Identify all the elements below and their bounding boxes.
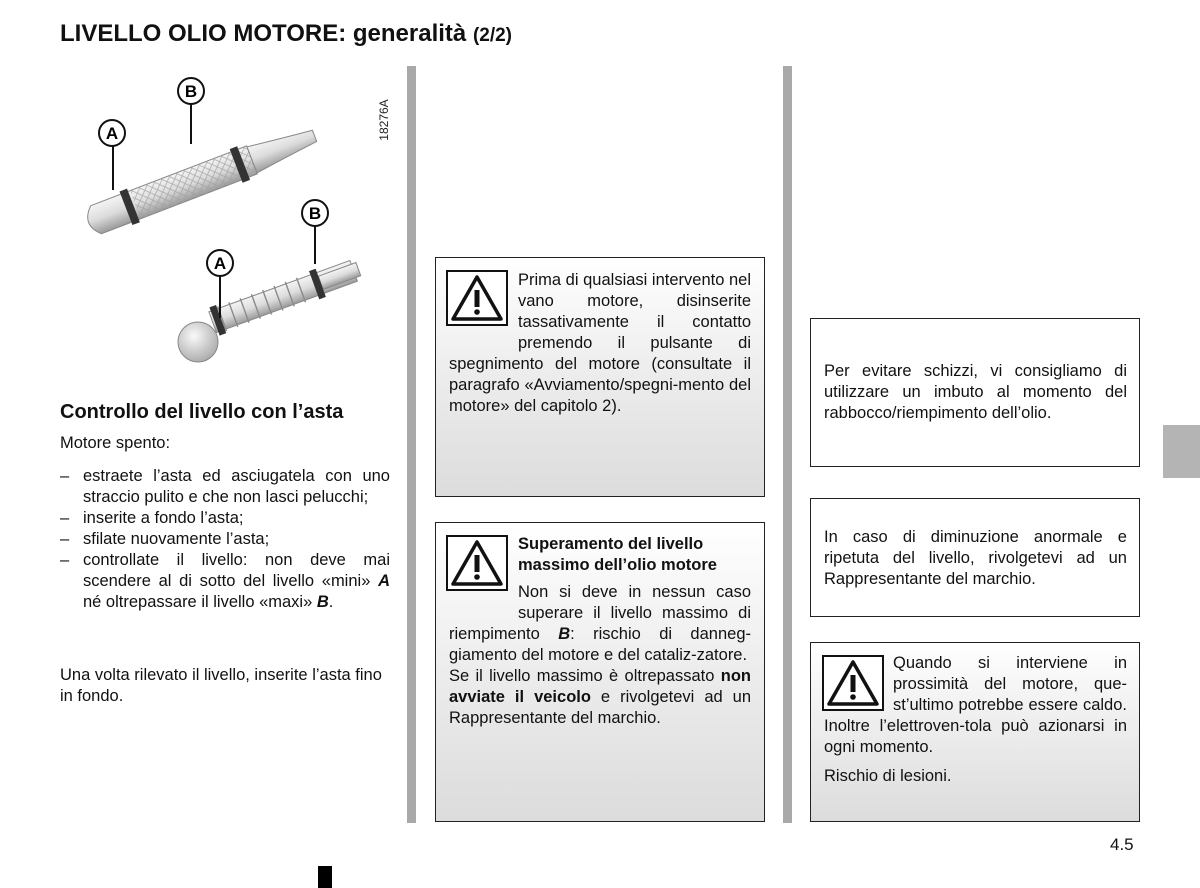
warning-box-hot-engine: [810, 642, 1140, 822]
warning-text: Rischio di lesioni.: [824, 767, 952, 785]
dipstick-illustration: [60, 66, 390, 376]
info-text: In caso di diminuzione anormale e ripetuta del livello, rivolgetevi ad un Rappresentante del marchio.: [824, 528, 1127, 588]
warning-heading: Superamento del livello massimo dell’olio motore: [518, 535, 717, 574]
warning-box-overfill: [435, 522, 765, 822]
callout-b-bottom: B: [308, 204, 322, 223]
callout-b-top: B: [184, 82, 198, 101]
warning-text: Non si deve in nessun caso superare il livello massimo di riempimento B: rischio di danneg-giamento del motore e del cataliz-zatore.: [449, 583, 751, 664]
list-item: – sfilate nuovamente l’asta;: [60, 529, 390, 550]
callout-a-top: A: [105, 124, 119, 143]
page-title-suffix: (2/2): [472, 25, 513, 46]
info-box-funnel: [810, 318, 1140, 467]
warning-box-ignition: [435, 257, 765, 497]
footer-marker: [318, 866, 332, 888]
warning-text: Se il livello massimo è oltrepassato non avviate il veicolo e rivolgetevi ad un Rappresentante del marchio.: [449, 667, 752, 727]
list-item: – estraete l’asta ed asciugatela con uno straccio pulito e che non lasci pelucchi;: [60, 466, 390, 508]
warning-text: Prima di qualsiasi intervento nel vano motore, disinserite tassativamente il contatto premendo il pulsante di spegnimento del motore (consultate il paragrafo «Avviamento/spegni-mento del motore» del capitolo 2).: [449, 271, 751, 415]
steps-list: [60, 466, 390, 613]
chapter-tab: [1163, 425, 1200, 478]
info-text: Per evitare schizzi, vi consigliamo di utilizzare un imbuto al momento del rabbocco/riempimento dell’olio.: [824, 362, 1127, 422]
info-box-level-drop: [810, 498, 1140, 617]
section-intro: Motore spento:: [60, 434, 171, 452]
page-title: [60, 20, 512, 48]
page-title-text: LIVELLO OLIO MOTORE: generalità: [60, 20, 467, 47]
section-note: Una volta rilevato il livello, inserite l’asta fino in fondo.: [60, 666, 382, 705]
list-item: – controllate il livello: non deve mai scendere al di sotto del livello «mini» A né oltrepassare il livello «maxi» B.: [60, 550, 390, 613]
figure-code: 18276A: [377, 99, 390, 141]
column-divider: [783, 66, 792, 823]
callout-a-bottom: A: [213, 254, 227, 273]
list-item: – inserite a fondo l’asta;: [60, 508, 390, 529]
section-heading: Controllo del livello con l’asta: [60, 401, 344, 423]
column-divider: [407, 66, 416, 823]
page-number: 4.5: [1110, 835, 1134, 854]
warning-text: Quando si interviene in prossimità del motore, que-st’ultimo potrebbe essere caldo. Inoltre l’elettroven-tola può azionarsi in ogni momento.: [824, 654, 1127, 756]
